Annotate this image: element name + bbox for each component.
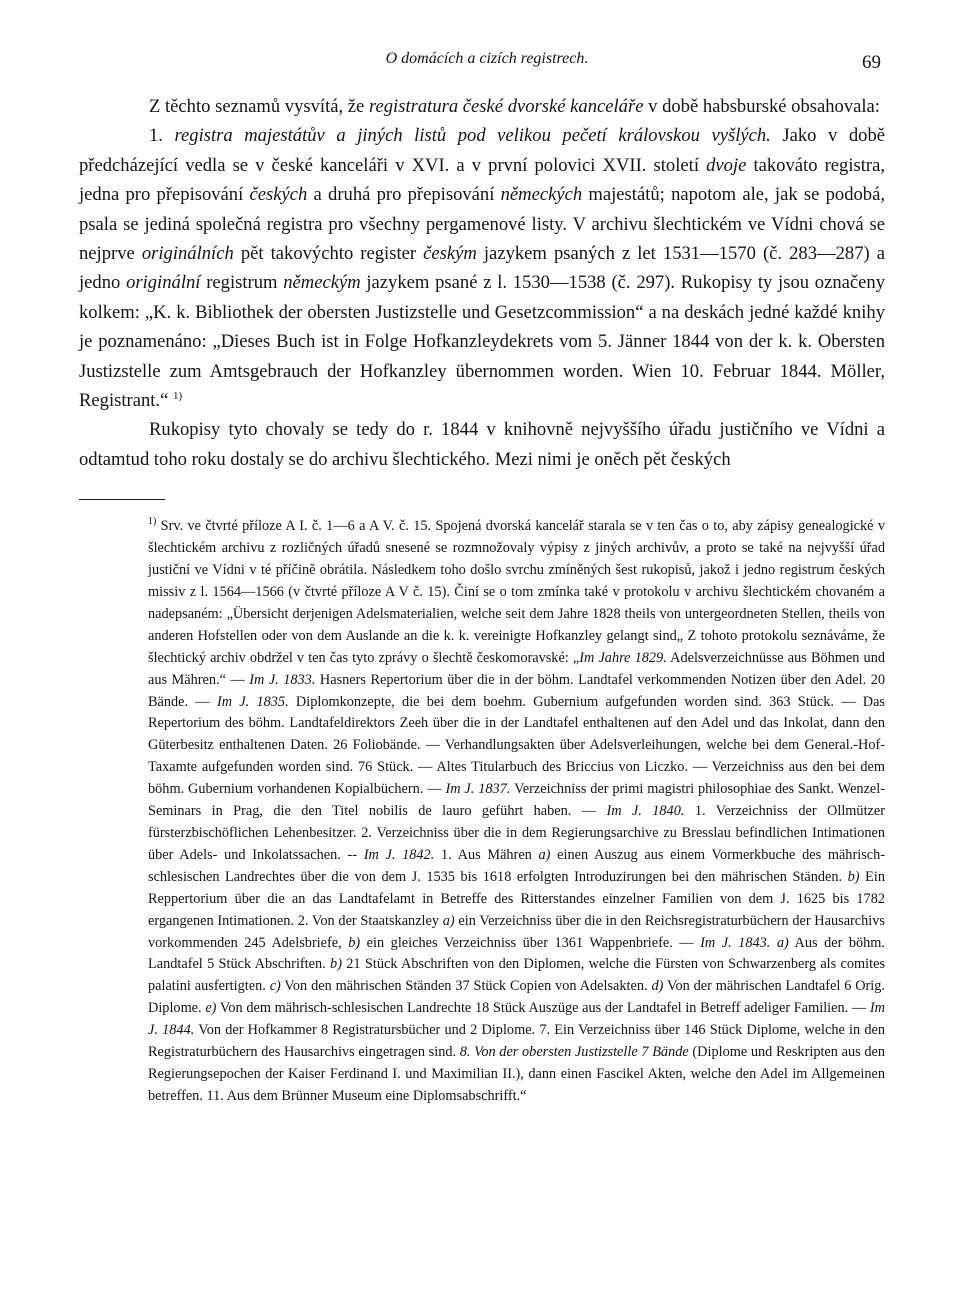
paragraph-1 <box>79 92 885 121</box>
italic-run: českým <box>423 243 477 265</box>
main-text <box>79 92 885 474</box>
italic-run: dvoje <box>706 154 747 176</box>
text-run: Aus der böhm. Landtafel 5 Stück Abschriften. <box>148 934 886 973</box>
text-run: Diplomkonzepte, die bei dem boehm. Gubernium aufgefunden worden sind. 363 Stück. — Das Repertorium des böhm. Landtafeldirektors Zeeh über die in der Landtafel enthaltenen auf den Adel und das Inkolat, dann den Güterbesitz enthaltenen Daten. 26 Foliobände. — Verhandlungsakten über Adelsverleihungen, welche bei dem General.-Hof-Taxamte aufgefunden worden sind. 76 Stück. — Altes Titularbuch des Briccius von Liczko. — Verzeichniss aus den bei dem böhm. Gubernium vorhandenen Kopialbüchern. — <box>148 693 885 798</box>
text-run: Adelsverzeichnüsse aus Böhmen und aus Mähren.“ — <box>148 649 885 688</box>
italic-run: Im J. 1842. <box>363 846 435 863</box>
text-run: Jako v době předcházející vedla se v české kanceláři v XVI. a v první polovici XVII. století <box>79 125 886 176</box>
footnote-marker: 1) <box>148 516 157 528</box>
italic-run: c) <box>269 978 281 995</box>
italic-run: Im J. 1837. <box>445 781 511 798</box>
text-run: Von dem mährisch-schlesischen Landrechte 18 Stück Auszüge aus der Landtafel in Betreff adeliger Familien. — <box>216 1000 870 1017</box>
italic-run: Im J. 1843. a) <box>700 934 789 951</box>
italic-run: a) <box>442 912 455 929</box>
text-run: Verzeichniss der primi magistri philosophiae des Sankt. Wenzel-Seminars in Prag, die den Titel nobilis de lauro geführt haben. — <box>148 781 885 820</box>
italic-run: e) <box>205 1000 217 1017</box>
list-number: 1. <box>149 125 175 147</box>
italic-run: německým <box>283 272 361 294</box>
page-number: 69 <box>862 52 881 73</box>
italic-run: Im J. 1835. <box>216 693 289 710</box>
italic-run: německých <box>500 184 583 206</box>
text-run: 1. Aus Mähren <box>434 846 539 863</box>
italic-run: originální <box>126 272 201 294</box>
italic-run: Im J. 1833. <box>249 671 316 688</box>
running-title: O domácích a cizích registrech. <box>385 50 589 67</box>
page-header <box>79 44 885 92</box>
italic-run: b) <box>847 868 860 885</box>
text-run: registrum <box>200 272 284 294</box>
text-run: Srv. ve čtvrté příloze A I. č. 1—6 a A V. č. 15. Spojená dvorská kancelář starala se v ten čas o to, aby zápisy genealogické v šlechtickém archivu z rozličných úřadů snesené se rozmnožovaly výpisy z jiných archivův, a proto se také na nejvyšší úřad justiční ve Vídni v té příčině obrátila. Následkem toho došlo svrchu zmíněných šest rukopisů, jakož i jedno registrum českých missiv z l. 1564—1566 (v čtvrté příloze A V č. 15). Činí se o tom zmínka také v protokolu v archivu šlechtickém chovaném a nadepsaném: „Übersicht derjenigen Adelsmaterialien, welche seit dem Jahre 1828 theils von untergeordneten Stellen, theils von anderen Hofstellen oder von dem Auslande an die k. k. vereinigte Hofkanzley gelangt sind„ Z tohoto protokolu seznáváme, že šlechtický archiv obdržel v ten čas tyto zprávy o šlechtě českomoravské: „ <box>148 518 885 666</box>
italic-run: 8. Von der obersten Justizstelle 7 Bände <box>459 1044 689 1061</box>
italic-run: Im J. 1844. <box>148 1000 885 1039</box>
italic-run: Im Jahre 1829. <box>579 649 667 666</box>
text-run: Von den mährischen Ständen 37 Stück Copien von Adelsakten. <box>280 978 652 995</box>
footnote-divider <box>79 499 165 500</box>
text-run: v době habsburské obsahovala: <box>643 96 880 117</box>
text-run: Z těchto seznamů vysvítá, že <box>149 96 369 117</box>
text-run: a druhá pro přepisování <box>307 184 501 206</box>
italic-run: Im J. 1840. <box>606 803 685 820</box>
footnote-1 <box>79 516 885 1107</box>
paragraph-3 <box>79 415 885 474</box>
text-run: ein Verzeichniss über die in den Reichsregistraturbüchern der Hausarchivs vorkommenden 245 Adelsbriefe, <box>148 912 885 951</box>
italic-run: originálních <box>141 243 234 265</box>
italic-run: d) <box>651 978 664 995</box>
text-run: takováto registra, jedna pro přepisování <box>79 154 885 206</box>
text-run: 1. Verzeichniss der Ollmützer fürsterzbischöflichen Lehenbesitzer. 2. Verzeichniss über die in dem Regierungsarchive zu Bresslau befindlichen Intimationen über Adels- und Inkolatssachen. -- <box>148 803 886 863</box>
text-run: ein gleiches Verzeichniss über 1361 Wappenbriefe. — <box>360 934 701 951</box>
italic-run: registratura české dvorské kanceláře <box>368 96 644 117</box>
text-run: (Diplome und Reskripten aus den Regierungsepochen der Kaiser Ferdinand I. und Maximilian II.), dann einen Fascikel Akten, welche den Adel im Allgemeinen betreffen. 11. Aus dem Brünner Museum eine Diplomsabschrifft.“ <box>148 1044 885 1104</box>
italic-run: b) <box>348 934 361 951</box>
text-run: jazykem psaných z let 1531—1570 (č. 283—287) a jedno <box>79 243 886 294</box>
text-run: Von der Hofkammer 8 Registratursbücher und 2 Diplome. 7. Ein Verzeichniss über 146 Stück Diplome, welche in den Registraturbüchern des Hausarchivs eingetragen sind. <box>148 1022 885 1061</box>
footnote-reference[interactable]: 1) <box>172 389 183 402</box>
italic-run: českých <box>249 184 308 206</box>
paragraph-2 <box>79 121 885 415</box>
text-run: jazykem psané z l. 1530—1538 (č. 297). Rukopisy ty jsou označeny kolkem: „K. k. Bibliothek der obersten Justizstelle und Gesetzcommission“ a na deskách jedné každé knihy je poznamenáno: „Dieses Buch ist in Folge Hofkanzleydekrets vom 5. Jänner 1844 von der k. k. Obersten Justizstelle zum Amtsgebrauch der Hofkanzley übernommen worden. Wien 10. Februar 1844. Möller, Registrant.“ <box>79 272 885 412</box>
italic-run: registra majestátův a jiných listů pod velikou pečetí královskou vyšlých. <box>174 125 771 147</box>
text-run: pět takovýchto register <box>233 243 424 265</box>
text-run: Rukopisy tyto chovaly se tedy do r. 1844 v knihovně nejvyššího úřadu justičního ve Vídni a odtamtud toho roku dostaly se do archivu šlechtického. Mezi nimi je oněch pět českých <box>79 419 885 470</box>
text-run: Ein Reppertorium über die an das Landtafelamt in Betreffe des Ritterstandes einzelner Familien von dem J. 1625 bis 1782 ergangenen Intimationen. 2. Von der Staatskanzley <box>148 868 885 929</box>
italic-run: b) <box>330 956 342 973</box>
text-run: einen Auszug aus einem Vormerkbuche des mährisch-schlesischen Landrechtes über die von dem J. 1535 bis 1618 erfolgten Introduzirungen bei den mährischen Ständen. <box>148 846 886 885</box>
italic-run: a) <box>538 846 551 863</box>
text-run: 21 Stück Abschriften von den Diplomen, welche die Fürsten von Schwarzenberg als comites palatini ausfertigten. <box>148 956 886 995</box>
text-run: Hasners Repertorium über die in der böhm. Landtafel verkommenden Notizen über den Adel. 20 Bände. — <box>148 671 885 710</box>
text-run: majestátů; napotom ale, jak se podobá, psala se jediná společná registra pro všechny pergamenové listy. V archivu šlechtickém ve Vídni chová se nejprve <box>79 184 885 265</box>
text-run: Von der mährischen Landtafel 6 Orig. Diplome. <box>148 978 886 1017</box>
